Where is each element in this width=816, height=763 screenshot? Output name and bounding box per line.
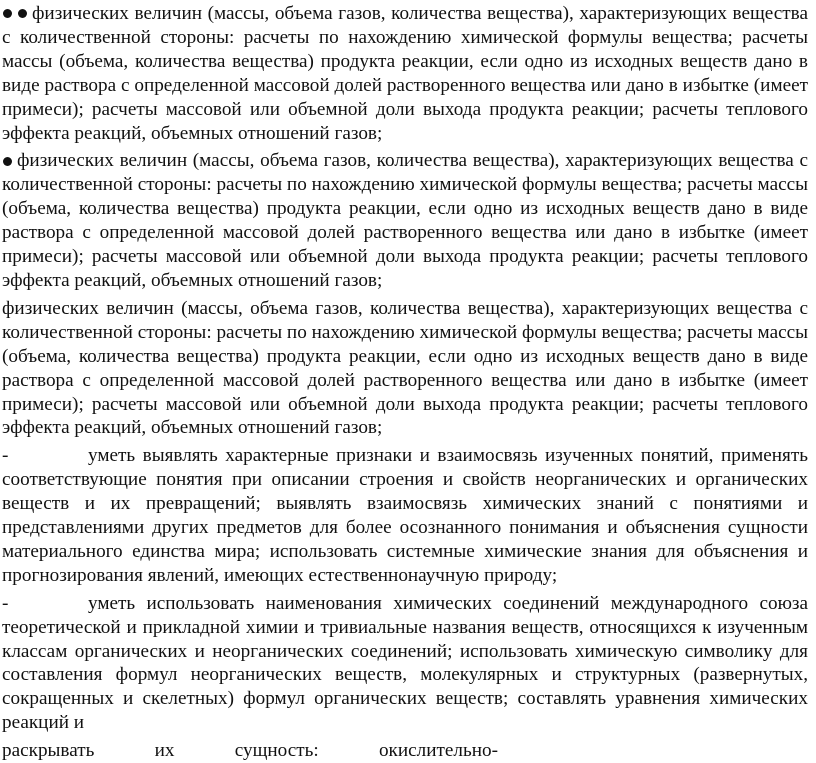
- bullet-icon: [18, 9, 27, 18]
- paragraph-3: [2, 297, 808, 440]
- paragraph-text: уметь использовать наименования химических соединений международного союза теоретической и прикладной химии и тривиальные названия веществ, относящихся к изученным классам органических и неорганических соединений; использовать химическую символику для составления формул неорганических веществ, молекулярных и структурных (развернутых, сокращенных и скелетных) формул органических веществ; составлять уравнения химических реакций и: [2, 592, 808, 734]
- paragraph-text: физических величин (массы, объема газов, количества вещества), характеризующих вещества с количественной стороны: расчеты по нахождению химической формулы вещества; расчеты массы (объема, количества вещества) продукта реакции, если одно из исходных веществ дано в виде раствора с определенной массовой долей растворенного вещества или дано в избытке (имеет примеси); расчеты массовой или объемной доли выхода продукта реакции; расчеты теплового эффекта реакций, объемных отношений газов;: [2, 150, 809, 291]
- bullet-icon: [3, 9, 12, 18]
- paragraph-2: [2, 149, 808, 292]
- bullet-icon: [3, 157, 12, 166]
- last-line-word: раскрывать: [2, 740, 95, 762]
- dash-marker: -: [2, 592, 9, 614]
- paragraph-1: [2, 2, 808, 145]
- last-line-word: их: [154, 740, 175, 762]
- last-line-word: сущность:: [234, 740, 319, 762]
- paragraph-5: [2, 592, 808, 735]
- paragraph-text: физических величин (массы, объема газов, количества вещества), характеризующих вещества с количественной стороны: расчеты по нахождению химической формулы вещества; расчеты массы (объема, количества вещества) продукта реакции, если одно из исходных веществ дано в виде раствора с определенной массовой долей растворенного вещества или дано в избытке (имеет примеси); расчеты массовой или объемной доли выхода продукта реакции; расчеты теплового эффекта реакций, объемных отношений газов;: [2, 3, 808, 144]
- paragraph-text: физических величин (массы, объема газов, количества вещества), характеризующих вещества с количественной стороны: расчеты по нахождению химической формулы вещества; расчеты массы (объема, количества вещества) продукта реакции, если одно из исходных веществ дано в виде раствора с определенной массовой долей растворенного вещества или дано в избытке (имеет примеси); расчеты массовой или объемной доли выхода продукта реакции; расчеты теплового эффекта реакций, объемных отношений газов;: [2, 297, 809, 439]
- paragraph-text: уметь выявлять характерные признаки и взаимосвязь изученных понятий, применять соответствующие понятия при описании строения и свойств неорганических и органических веществ и их превращений; выявлять взаимосвязь химических знаний с понятиями и представлениями других предметов для более осознанного понимания и объяснения сущности материального единства мира; использовать системные химические знания для объяснения и прогнозирования явлений, имеющих естественнонаучную природу;: [2, 445, 808, 586]
- paragraph-4: [2, 444, 808, 587]
- dash-marker: -: [2, 445, 9, 467]
- last-line-word: окислительно-: [378, 740, 498, 762]
- last-line: [2, 739, 498, 763]
